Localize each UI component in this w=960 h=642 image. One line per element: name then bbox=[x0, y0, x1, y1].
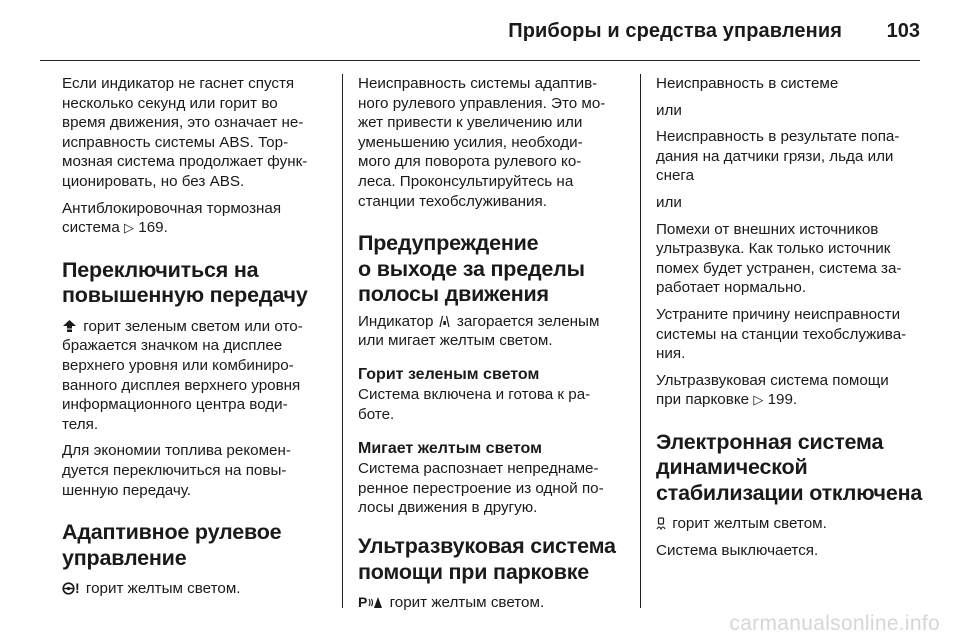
steering-fault-paragraph: Неисправность системы адаптив- ного рулевого управления. Это мо- жет привести к увеличению или уменьшению усилия, необходи- мого для поворота рулевого ко- леса. Проконсультируйтесь на станции техобслуживания. bbox=[358, 75, 606, 210]
heading-green-light: Горит зеленым светом bbox=[358, 365, 540, 383]
heading-shift-up: Переключиться на повышенную передачу bbox=[62, 257, 308, 308]
lane-departure-icon bbox=[438, 312, 451, 332]
green-paragraph: Система включена и готова к ра- боте. bbox=[358, 386, 591, 424]
page-link-199[interactable]: 199. bbox=[767, 391, 798, 409]
page-reference-arrow-icon: ▷ bbox=[753, 392, 764, 408]
parking-reference-paragraph: Ультразвуковая система помощи при парковке ▷ 199. bbox=[656, 371, 889, 409]
shift-up-icon bbox=[62, 317, 77, 337]
or-text-1: или bbox=[656, 101, 682, 119]
lane-paragraph: Индикатор загорается зеленым или мигает желтым светом. bbox=[358, 312, 600, 350]
column-3 bbox=[656, 74, 928, 568]
ultrasound-interference-paragraph: Помехи от внешних источников ультразвука. Как только источник помех будет устранен, система за- работает нормально. bbox=[656, 220, 902, 297]
column-divider-1 bbox=[342, 74, 343, 608]
heading-lane-departure: Предупреждение о выходе за пределы полосы движения bbox=[358, 231, 585, 307]
steering-paragraph: ! горит желтым светом. bbox=[62, 579, 334, 599]
or-text-2: или bbox=[656, 193, 682, 211]
parking-fault-paragraph: Неисправность в системе bbox=[656, 75, 839, 92]
abs-paragraph: Если индикатор не гаснет спустя несколько секунд или горит во время движения, это означает не- исправность системы ABS. Тор- мозная система продолжает функ- ционировать, но без ABS. bbox=[62, 75, 308, 190]
shift-paragraph: горит зеленым светом или ото- бражается значком на дисплее верхнего уровня или комбиниро- ванного дисплея верхнего уровня информационного центра води- теля. bbox=[62, 317, 303, 433]
parking-assist-icon: P bbox=[358, 593, 383, 613]
page-header bbox=[0, 0, 960, 58]
heading-parking-assist: Ультразвуковая система помощи при парковке bbox=[358, 534, 616, 584]
column-divider-2 bbox=[640, 74, 641, 608]
esc-off-paragraph: Система выключается. bbox=[656, 542, 819, 559]
sensor-dirt-paragraph: Неисправность в результате попа- дания на датчики грязи, льда или снега bbox=[656, 128, 900, 185]
page-number: 103 bbox=[886, 20, 920, 42]
column-1 bbox=[62, 74, 334, 606]
heading-esc-off: Электронная система динамической стабилизации отключена bbox=[656, 429, 923, 505]
page-title: Приборы и средства управления bbox=[508, 20, 842, 42]
parking-paragraph: P горит желтым светом. bbox=[358, 594, 545, 611]
esc-off-icon bbox=[656, 514, 666, 534]
abs-reference-paragraph: Антиблокировочная тормозная система ▷ 169. bbox=[62, 199, 282, 237]
header-divider bbox=[40, 60, 920, 61]
service-paragraph: Устраните причину неисправности системы на станции техобслужива- ния. bbox=[656, 305, 907, 363]
page-reference-arrow-icon: ▷ bbox=[124, 220, 135, 236]
heading-adaptive-steering: Адаптивное рулевое управление bbox=[62, 520, 282, 570]
fuel-economy-paragraph: Для экономии топлива рекомен- дуется переключиться на повы- шенную передачу. bbox=[62, 442, 291, 499]
esc-paragraph: горит желтым светом. bbox=[656, 514, 928, 534]
column-2 bbox=[358, 74, 630, 620]
yellow-paragraph: Система распознает непреднаме- ренное перестроение из одной по- лосы движения в другую. bbox=[358, 460, 604, 517]
watermark: carmanualsonline.info bbox=[729, 612, 940, 635]
heading-yellow-flashing: Мигает желтым светом bbox=[358, 439, 542, 457]
steering-wheel-warning-icon: ! bbox=[62, 579, 80, 599]
page-link-169[interactable]: 169. bbox=[138, 219, 168, 237]
